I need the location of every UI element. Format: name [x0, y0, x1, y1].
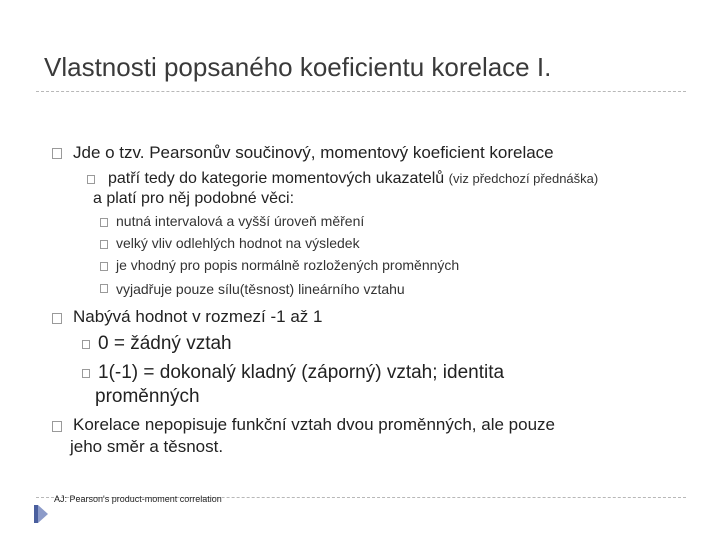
- bullet-icon: [82, 369, 90, 378]
- bullet-icon: [52, 148, 62, 159]
- bullet-text-continuation: jeho směr a těsnost.: [70, 437, 224, 456]
- bullet-icon: [87, 175, 95, 184]
- bullet-text-main: patří tedy do kategorie momentových ukazatelů: [108, 170, 445, 187]
- bullet-text: 1(-1) = dokonalý kladný (záporný) vztah; identita: [98, 362, 505, 383]
- reference-note: (viz předchozí přednáška): [448, 171, 599, 186]
- bullet-text: je vhodný pro popis normálně rozložených proměnných: [116, 257, 460, 273]
- bullet-text: nutná intervalová a vyšší úroveň měření: [116, 213, 365, 229]
- bullet-icon: [52, 421, 62, 432]
- bullet-icon: [82, 340, 90, 349]
- bullet-icon: [100, 262, 108, 271]
- bullet-icon: [100, 284, 108, 293]
- title-divider: [36, 91, 686, 92]
- bullet-icon: [100, 240, 108, 249]
- footnote: AJ: Pearson's product-moment correlation: [54, 494, 222, 504]
- bullet-text: 0 = žádný vztah: [98, 333, 232, 354]
- bullet-icon: [52, 313, 62, 324]
- bullet-text: Nabývá hodnot v rozmezí -1 až 1: [73, 307, 323, 326]
- bullet-text: Korelace nepopisuje funkční vztah dvou proměnných, ale pouze: [73, 415, 555, 434]
- bullet-text: velký vliv odlehlých hodnot na výsledek: [116, 235, 360, 251]
- bullet-text: vyjadřuje pouze sílu(těsnost) lineárního vztahu: [116, 281, 405, 297]
- bullet-text-continuation: proměnných: [95, 386, 200, 407]
- slide-title: Vlastnosti popsaného koeficientu korelace I.: [44, 52, 552, 82]
- bullet-icon: [100, 218, 108, 227]
- bullet-text-continuation: a platí pro něj podobné věci:: [93, 190, 295, 207]
- bullet-text: [108, 170, 598, 188]
- bullet-text: Jde o tzv. Pearsonův součinový, momentový koeficient korelace: [73, 143, 554, 162]
- slide-marker-icon: [34, 502, 48, 526]
